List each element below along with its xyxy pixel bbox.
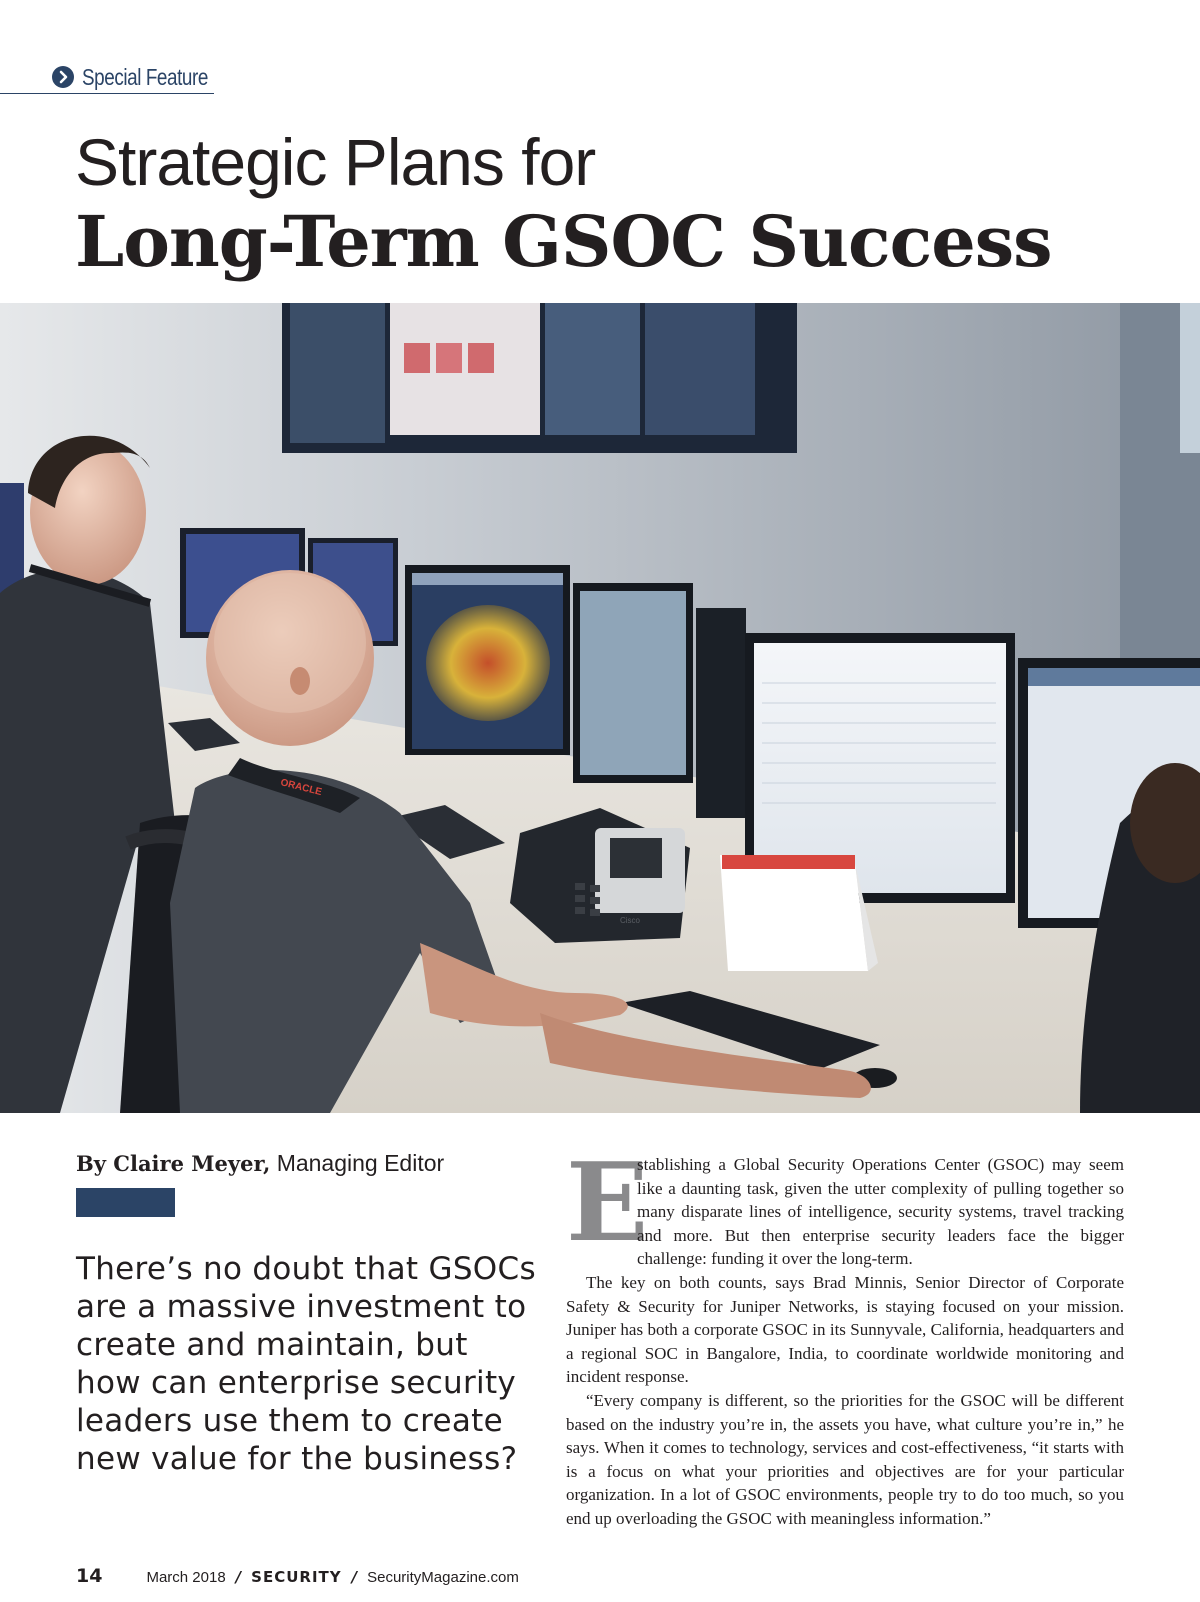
page-footer (76, 1565, 519, 1589)
magazine-name: SECURITY (251, 1568, 342, 1586)
footer-separator: / (351, 1568, 358, 1586)
chevron-right-icon (52, 66, 74, 88)
article-deck: There’s no doubt that GSOCs are a massive investment to create and maintain, but how can enterprise security leaders use them to create new value for the business? (76, 1251, 536, 1477)
phone-brand: Cisco (620, 916, 641, 925)
author-role: Managing Editor (276, 1150, 445, 1176)
byline (76, 1150, 444, 1177)
author-name: By Claire Meyer, (76, 1151, 271, 1176)
byline-accent-bar (76, 1188, 175, 1217)
drop-cap: E (566, 1140, 649, 1266)
paragraph-3: “Every company is different, so the priorities for the GSOC will be different based on the industry you’re in, the assets you have, what culture you’re in,” he says. When it comes to technology, services and cost-effectiveness, “it starts with is a focus on what your priorities and objectives are for your particular organization. In a lot of GSOC environments, people try to do too much, so you end up overloading the GSOC with meaningless information.” (566, 1390, 1124, 1528)
paragraph-1-text: stablishing a Global Security Operations Center (GSOC) may seem like a daunting task, given the utter complexity of pulling together so many disparate lines of intelligence, security systems, travel tracking and more. But then enterprise security leaders face the bigger challenge: funding it over the long-term. (637, 1155, 1124, 1269)
paragraph-2: The key on both counts, says Brad Minnis, Senior Director of Corporate Safety & Security for Juniper Networks, is staying focused on your mission. Juniper has both a corporate GSOC in its Sunnyvale, California, headquarters and a regional SOC in Bangalore, India, to coordinate worldwide monitoring and incident response. (566, 1272, 1124, 1387)
section-tag (0, 62, 214, 94)
paragraph-1 (566, 1140, 1124, 1271)
issue-date: March 2018 (146, 1569, 226, 1586)
page-number: 14 (76, 1565, 103, 1587)
headline-line-2: Long-Term GSOC Success (75, 200, 1052, 283)
lanyard-text-1: ORACLE (279, 777, 323, 799)
website-link[interactable]: SecurityMagazine.com (367, 1569, 519, 1586)
headline-line-1: Strategic Plans for (75, 125, 596, 199)
article-body (566, 1140, 1124, 1531)
footer-separator: / (235, 1568, 242, 1586)
section-label: Special Feature (82, 64, 208, 90)
feature-photo (0, 303, 1200, 1113)
